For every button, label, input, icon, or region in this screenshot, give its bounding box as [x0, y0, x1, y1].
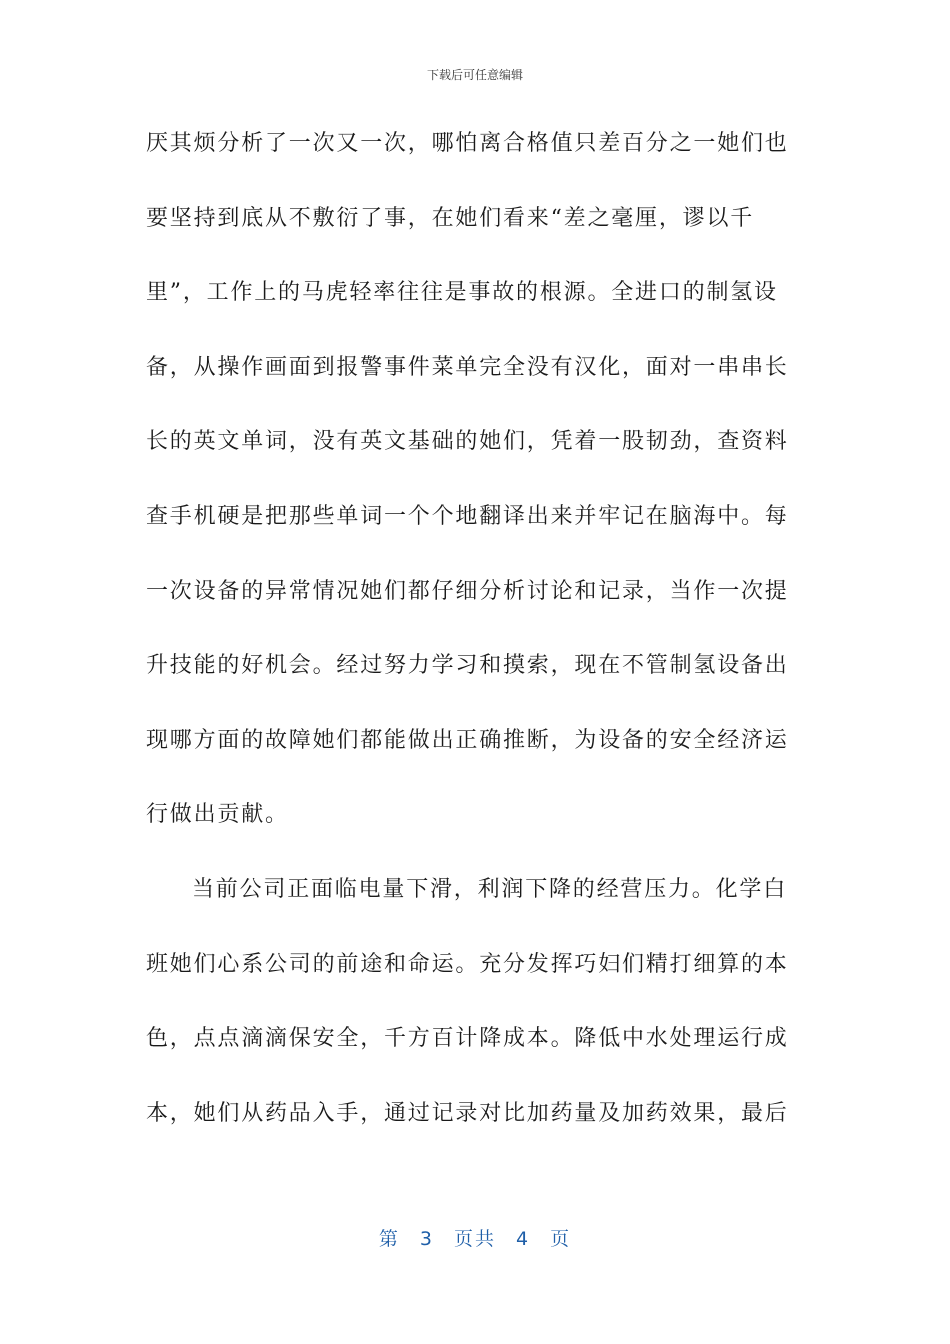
text-line: 班她们心系公司的前途和命运。充分发挥巧妇们精打细算的本	[146, 951, 789, 977]
text-line: 长的英文单词，没有英文基础的她们，凭着一股韧劲，查资料	[146, 429, 789, 455]
text-line: 厌其烦分析了一次又一次，哪怕离合格值只差百分之一她们也	[146, 131, 789, 156]
text-line: 色，点点滴滴保安全，千方百计降成本。降低中水处理运行成	[146, 1026, 789, 1052]
text-line: 现哪方面的故障她们都能做出正确推断，为设备的安全经济运	[146, 727, 789, 753]
text-line: 要坚持到底从不敷衍了事，在她们看来“差之毫厘，谬以千	[146, 205, 755, 231]
text-line: 本，她们从药品入手，通过记录对比加药量及加药效果，最后	[146, 1100, 789, 1126]
document-body	[146, 124, 806, 1168]
page-footer: 第 3 页共 4 页	[378, 1228, 572, 1250]
text-line: 升技能的好机会。经过努力学习和摸索，现在不管制氢设备出	[146, 653, 789, 679]
text-line: 备，从操作画面到报警事件菜单完全没有汉化，面对一串串长	[146, 354, 789, 380]
text-line: 里”，工作上的马虎轻率往往是事故的根源。全进口的制氢设	[146, 280, 778, 306]
page-header: 下载后可任意编辑	[426, 68, 523, 82]
text-line: 查手机硬是把那些单词一个个地翻译出来并牢记在脑海中。每	[146, 503, 789, 529]
text-line: 一次设备的异常情况她们都仔细分析讨论和记录，当作一次提	[146, 578, 789, 604]
text-line: 当前公司正面临电量下滑，利润下降的经营压力。化学白	[192, 876, 788, 902]
text-line: 行做出贡献。	[146, 802, 289, 828]
